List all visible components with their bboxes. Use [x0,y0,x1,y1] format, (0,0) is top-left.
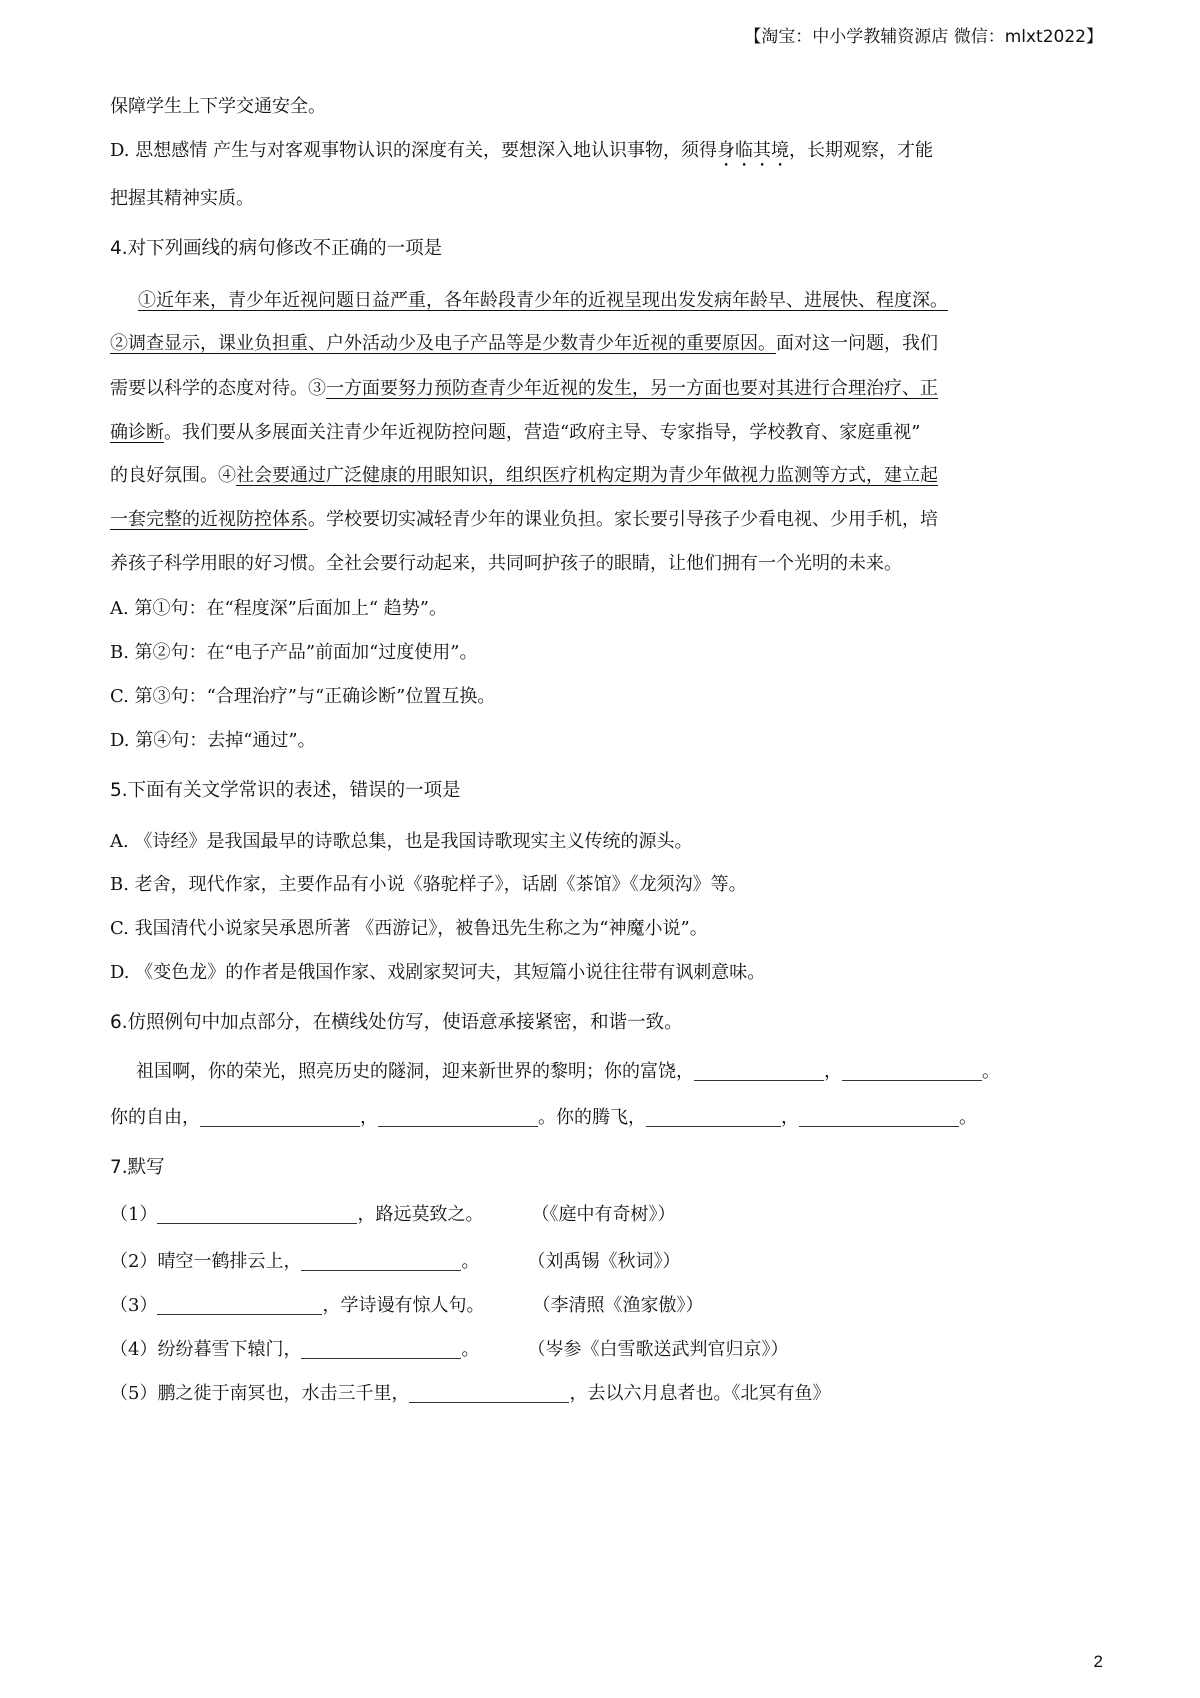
answer-blank[interactable] [646,1108,781,1127]
page-header: 【淘宝：中小学教辅资源店 微信：mlxt2022】 [744,27,1103,47]
q7-stem: 7.默写 [110,1157,165,1178]
q6-stem: 6.仿照例句中加点部分，在横线处仿写，使语意承接紧密，和谐一致。 [110,1012,683,1033]
answer-blank[interactable] [842,1062,982,1081]
q7-item-5: （5）鹏之徙于南冥也，水击三千里， ，去以六月息者也。《北冥有鱼》 [110,1383,831,1404]
q4-option-c: C. 第③句：“合理治疗”与“正确诊断”位置互换。 [110,686,496,707]
q7-item-2: （2）晴空一鹤排云上， 。 （刘禹锡《秋词》） [110,1251,681,1272]
q6-line-2: 你的自由， ， 。你的腾飞， ， 。 [110,1107,977,1128]
q4-passage-line: 一套完整的近视防控体系。学校要切实减轻青少年的课业负担。家长要引导孩子少看电视、少用手机，培 [110,509,938,530]
q4-option-b: B. 第②句：在“电子产品”前面加“过度使用”。 [110,642,478,663]
answer-blank[interactable] [157,1205,357,1224]
q4-option-a: A. 第①句：在“程度深”后面加上“ 趋势”。 [110,598,447,619]
q4-option-d: D. 第④句：去掉“通过”。 [110,730,316,751]
answer-blank[interactable] [378,1108,538,1127]
q5-option-c: C. 我国清代小说家吴承恩所著 《西游记》，被鲁迅先生称之为“神魔小说”。 [110,918,708,939]
q4-passage-line: 养孩子科学用眼的好习惯。全社会要行动起来，共同呵护孩子的眼睛，让他们拥有一个光明的未来。 [110,553,902,574]
q4-passage-line: 的良好氛围。④社会要通过广泛健康的用眼知识，组织医疗机构定期为青少年做视力监测等方式，建立起 [110,465,938,486]
q5-option-b: B. 老舍，现代作家，主要作品有小说《骆驼样子》，话剧《茶馆》《龙须沟》等。 [110,874,747,895]
q4-stem: 4.对下列画线的病句修改不正确的一项是 [110,238,443,259]
q7-item-3: （3） ，学诗谩有惊人句。 （李清照《渔家傲》） [110,1295,704,1316]
answer-blank[interactable] [409,1384,569,1403]
q3-continuation: 保障学生上下学交通安全。 [110,96,326,117]
answer-blank[interactable] [301,1340,461,1359]
q4-passage-line: 需要以科学的态度对待。③一方面要努力预防查青少年近视的发生，另一方面也要对其进行合理治疗、正 [110,378,938,399]
q4-passage-line: 确诊断。我们要从多展面关注青少年近视防控问题，营造“政府主导、专家指导，学校教育、家庭重视” [110,422,921,443]
q3-option-d-cont: 把握其精神实质。 [110,188,254,209]
q4-passage-line: ②调查显示，课业负担重、户外活动少及电子产品等是少数青少年近视的重要原因。面对这一问题，我们 [110,333,938,354]
answer-blank[interactable] [200,1108,360,1127]
answer-blank[interactable] [799,1108,959,1127]
answer-blank[interactable] [301,1252,461,1271]
q6-line-1: 祖国啊，你的荣光，照亮历史的隧洞，迎来新世界的黎明；你的富饶， ， 。 [136,1061,1000,1082]
q7-item-4: （4）纷纷暮雪下辕门， 。 （岑参《白雪歌送武判官归京》） [110,1339,789,1360]
answer-blank[interactable] [694,1062,824,1081]
q4-passage-line: ①近年来，青少年近视问题日益严重，各年龄段青少年的近视呈现出发发病年龄早、进展快、程度深。 [138,290,948,311]
q3-option-d: D. 思想感情 产生与对客观事物认识的深度有关，要想深入地认识事物，须得身临其境，长期观察，才能 [110,140,933,161]
q5-stem: 5.下面有关文学常识的表述，错误的一项是 [110,780,461,801]
q7-item-1: （1） ，路远莫致之。 （《庭中有奇树》） [110,1204,676,1225]
emphasized-phrase: 身临其境 [716,140,789,161]
q5-option-d: D. 《变色龙》的作者是俄国作家、戏剧家契诃夫，其短篇小说往往带有讽刺意味。 [110,962,766,983]
page-number: 2 [1093,1652,1103,1671]
q5-option-a: A. 《诗经》是我国最早的诗歌总集，也是我国诗歌现实主义传统的源头。 [110,831,693,852]
answer-blank[interactable] [157,1296,322,1315]
